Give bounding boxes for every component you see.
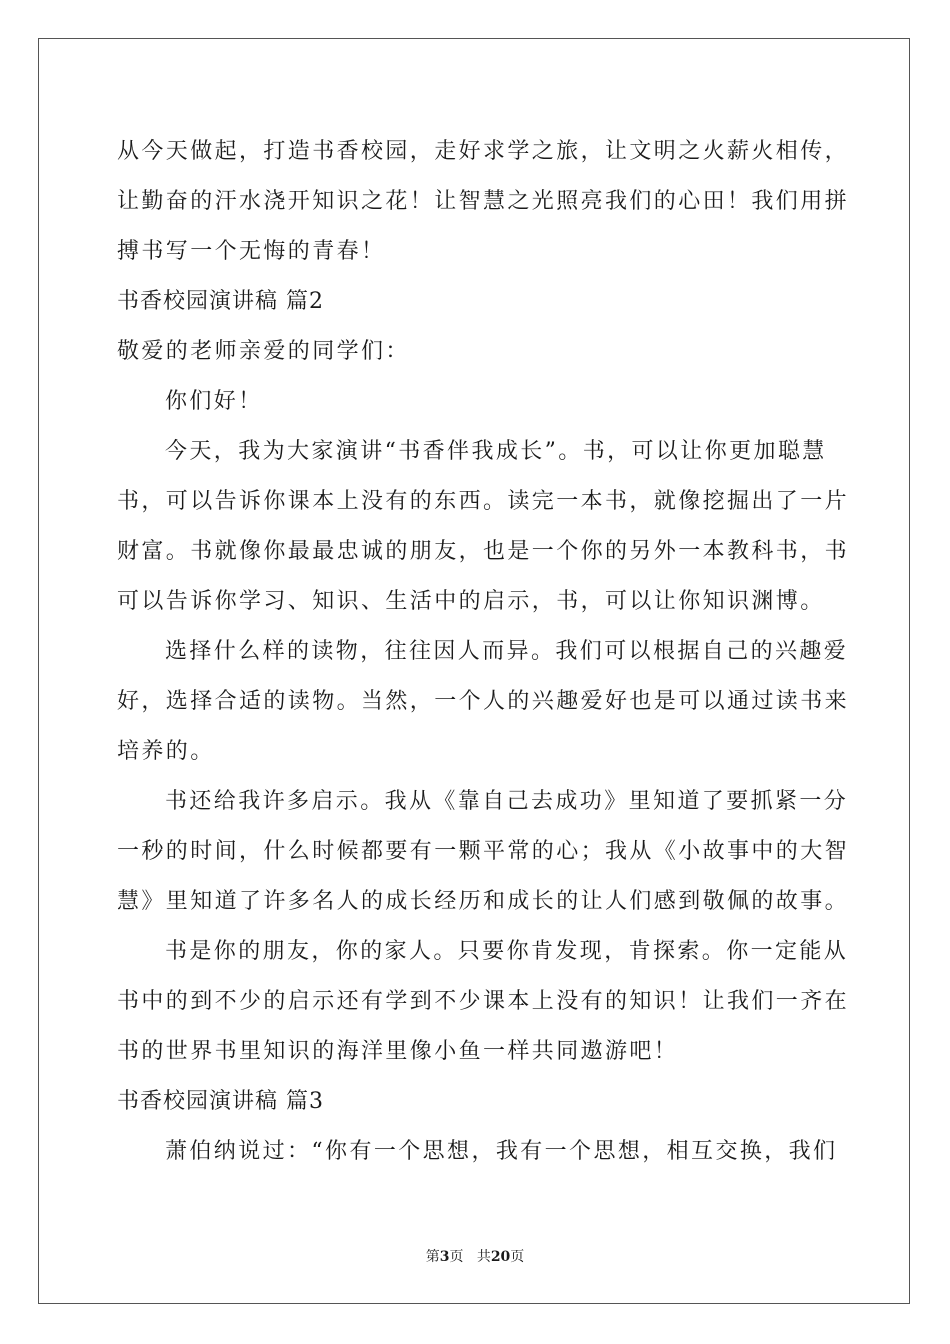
page-prefix: 第 (425, 1249, 440, 1265)
section-heading: 书香校园演讲稿 篇2 (117, 289, 324, 314)
greeting: 你们好！ (165, 389, 263, 414)
page-number: 3 (439, 1249, 450, 1265)
page-suffix: 页 (449, 1249, 464, 1265)
total-prefix: 共 (476, 1249, 491, 1265)
salutation: 敬爱的老师亲爱的同学们： (117, 339, 410, 364)
paragraph-line: 书，可以告诉你课本上没有的东西。读完一本书，就像挖掘出了一片 (117, 489, 850, 514)
paragraph-line: 一秒的时间，什么时候都要有一颗平常的心；我从《小故事中的大智 (117, 839, 850, 864)
paragraph-line: 培养的。 (117, 739, 215, 764)
total-pages: 20 (490, 1249, 511, 1265)
paragraph-line: 从今天做起，打造书香校园，走好求学之旅，让文明之火薪火相传， (117, 139, 850, 164)
paragraph-line: 搏书写一个无悔的青春！ (117, 239, 386, 264)
paragraph-line: 今天，我为大家演讲“书香伴我成长”。书，可以让你更加聪慧 (165, 439, 827, 464)
section-heading: 书香校园演讲稿 篇3 (117, 1089, 324, 1114)
paragraph-line: 财富。书就像你最最忠诚的朋友，也是一个你的另外一本教科书，书 (117, 539, 850, 564)
paragraph-line: 萧伯纳说过：“你有一个思想，我有一个思想，相互交换，我们 (165, 1139, 838, 1164)
paragraph-line: 书的世界书里知识的海洋里像小鱼一样共同遨游吧！ (117, 1039, 679, 1064)
document-body (117, 127, 850, 1177)
paragraph-line: 选择什么样的读物，往往因人而异。我们可以根据自己的兴趣爱 (165, 639, 849, 664)
total-suffix: 页 (510, 1249, 525, 1265)
paragraph-line: 书还给我许多启示。我从《靠自己去成功》里知道了要抓紧一分 (165, 789, 849, 814)
page-footer (0, 1246, 950, 1266)
paragraph-line: 书中的到不少的启示还有学到不少课本上没有的知识！让我们一齐在 (117, 989, 850, 1014)
paragraph-line: 书是你的朋友，你的家人。只要你肯发现，肯探索。你一定能从 (165, 939, 849, 964)
paragraph-line: 让勤奋的汗水浇开知识之花！让智慧之光照亮我们的心田！我们用拼 (117, 189, 850, 214)
paragraph-line: 好，选择合适的读物。当然，一个人的兴趣爱好也是可以通过读书来 (117, 689, 850, 714)
paragraph-line: 可以告诉你学习、知识、生活中的启示，书，可以让你知识渊博。 (117, 589, 825, 614)
paragraph-line: 慧》里知道了许多名人的成长经历和成长的让人们感到敬佩的故事。 (117, 889, 850, 914)
